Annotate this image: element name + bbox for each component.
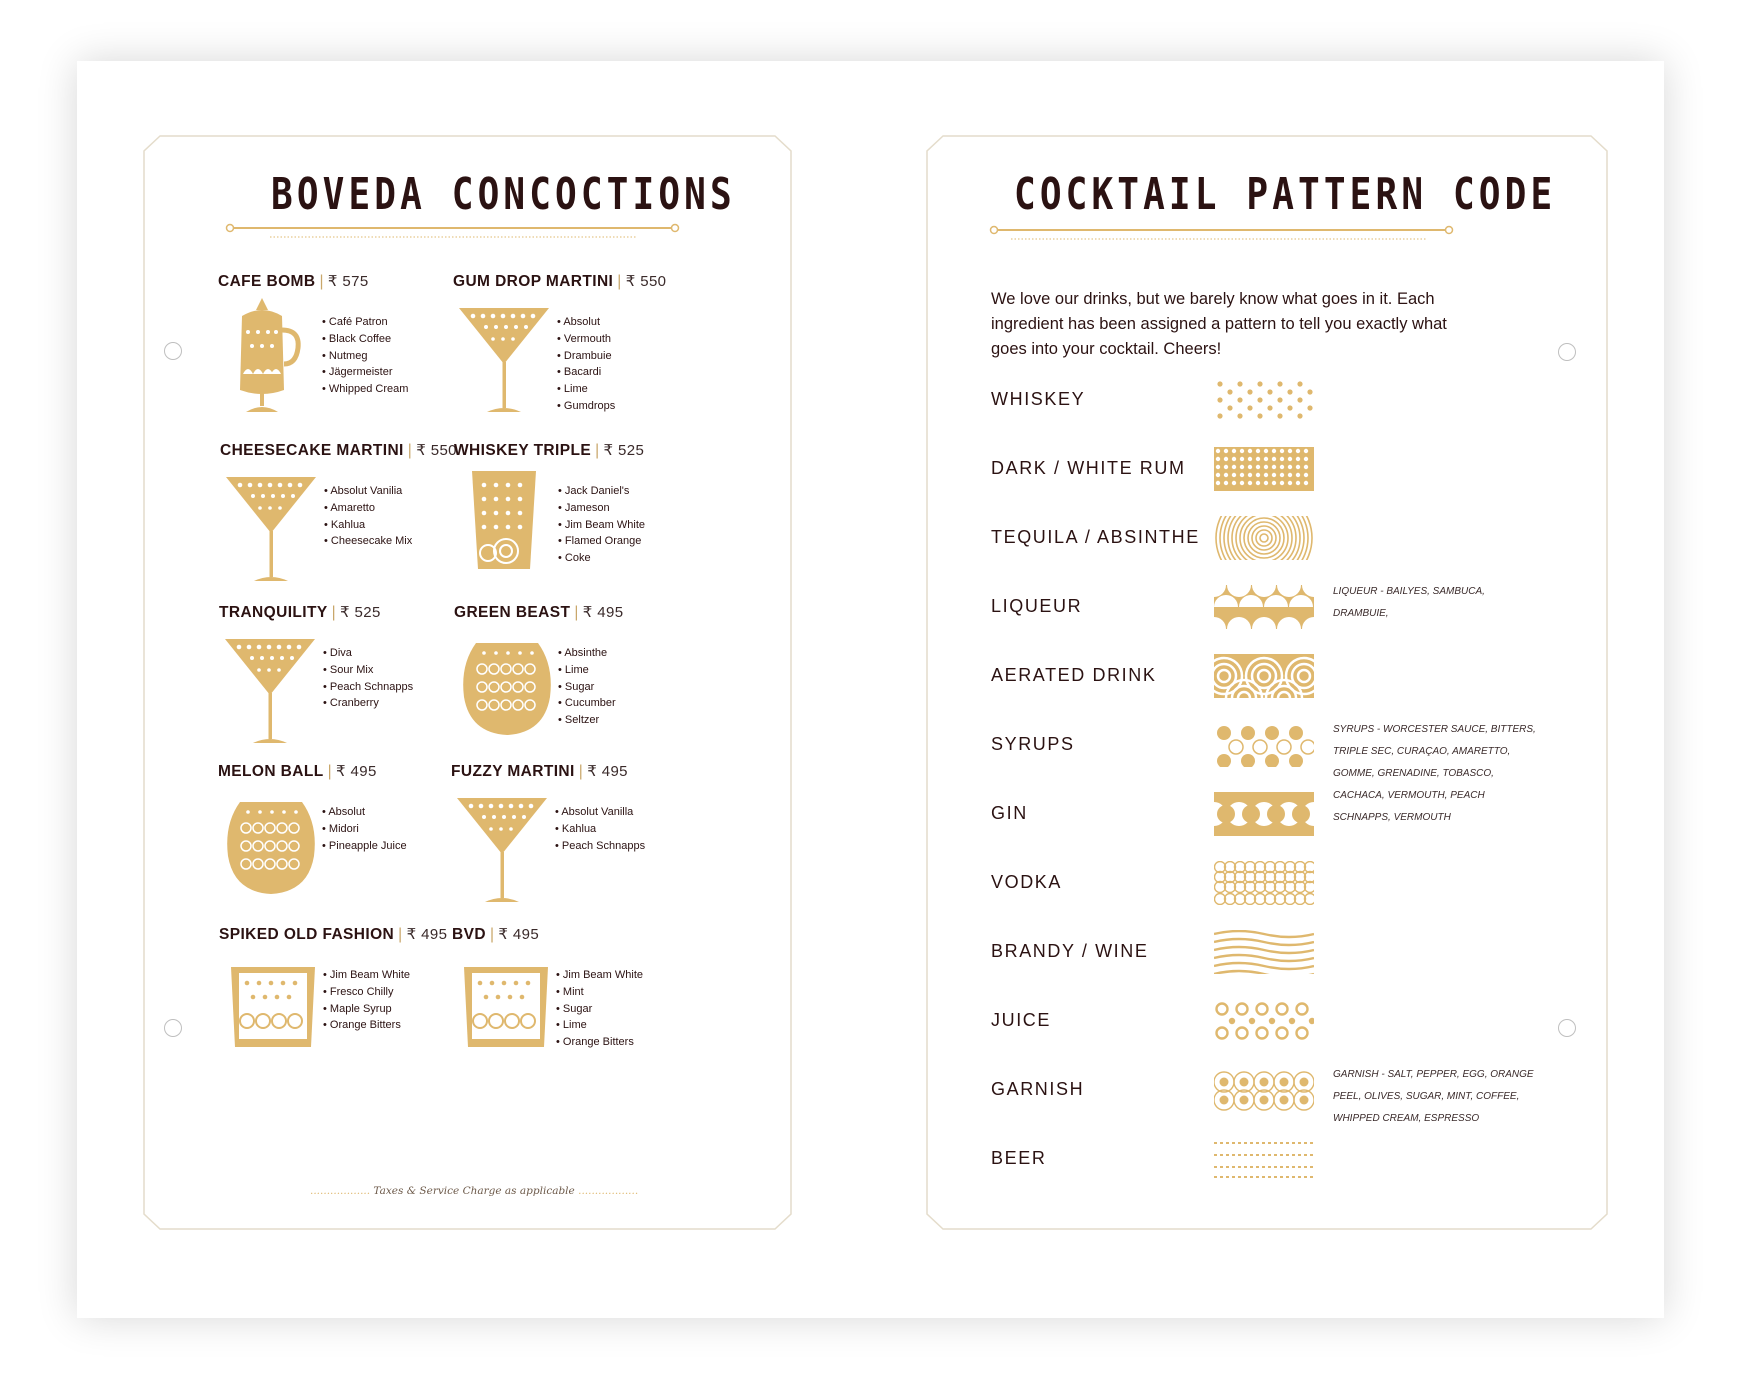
drink-name: MELON BALL [218,763,324,780]
ingredient-item: • Lime [556,1017,643,1034]
ingredient-item: • Café Patron [322,314,408,331]
drink-price: ₹ 495 [587,763,628,780]
ingredient-item: • Peach Schnapps [323,679,413,696]
intro-text: We love our drinks, but we barely know what goes in it. Each ingredient has been assigned a pattern to tell you exactly what goes into your cocktail. Cheers! [991,290,1447,358]
drink-price: ₹ 550 [625,273,667,290]
ingredient-name: JUICE [991,1010,1052,1030]
ingredient-item: • Absolut [557,314,615,331]
ingredient-item: • Gumdrops [557,398,615,415]
ingredient-item: • Mint [556,984,643,1001]
drink-name: TRANQUILITY [219,604,328,621]
drink-name: BVD [452,926,486,943]
ingredient-item: • Orange Bitters [323,1017,410,1034]
drink-name-price [219,925,447,944]
martini-glass-icon [451,784,553,908]
ingredient-item: • Lime [558,662,616,679]
ingredient-name: GIN [991,803,1028,823]
ingredient-item: • Fresco Chilly [323,984,410,1001]
drink-name: WHISKEY TRIPLE [454,442,592,459]
ingredient-item: • Jim Beam White [323,967,410,984]
drink-item [219,603,479,773]
rocks-glass-icon [452,947,554,1071]
drink-name-price [218,762,377,781]
ingredient-list [323,967,410,1034]
ingredient-item: • Lime [557,381,615,398]
ingredient-name: DARK / WHITE RUM [991,458,1186,478]
ingredient-item: • Whipped Cream [322,381,408,398]
separator: | [319,273,324,290]
ingredient-item: • Sugar [558,679,616,696]
drink-item [219,925,479,1095]
ingredient-item: • Bacardi [557,364,615,381]
binder-hole [164,1019,182,1037]
drink-name: SPIKED OLD FASHION [219,926,395,943]
ingredient-item: • Absinthe [558,645,616,662]
ingredient-item: • Drambuie [557,348,615,365]
circle-grid-pattern [1214,861,1314,905]
menu-spread [77,61,1664,1318]
ingredient-list [558,645,616,729]
bowl-glass-icon [454,625,556,749]
ingredient-list [557,314,615,415]
tax-note: .................. Taxes & Service Charge as applicable .................. [310,1185,639,1197]
drink-price: ₹ 495 [582,604,624,621]
ingredient-item: • Vermouth [557,331,615,348]
drink-price: ₹ 525 [603,442,645,459]
drink-item [454,603,714,773]
ingredient-item: • Absolut Vanilla [555,804,645,821]
ingredient-item: • Jim Beam White [556,967,643,984]
drink-name-price [451,762,628,781]
drink-item [453,272,713,442]
ingredient-item: • Black Coffee [322,331,408,348]
drink-name-price [454,441,644,460]
ingredient-item: • Jägermeister [322,364,408,381]
ingredient-name: TEQUILA / ABSINTHE [991,527,1200,547]
binder-hole [1558,343,1576,361]
drink-name: FUZZY MARTINI [451,763,575,780]
ingredient-item: • Nutmeg [322,348,408,365]
drink-name-price [219,603,381,622]
ingredient-item: • Cranberry [323,695,413,712]
ingredient-item: • Jim Beam White [558,517,645,534]
ingredient-item: • Sour Mix [323,662,413,679]
title-underline [989,224,1459,244]
drink-price: ₹ 495 [498,926,540,943]
ingredient-list [556,967,643,1051]
ingredient-item: • Sugar [556,1001,643,1018]
ingredient-item: • Absolut Vanilia [324,483,412,500]
ingredient-note: LIQUEUR - BAILYES, SAMBUCA, DRAMBUIE, [1333,586,1485,619]
drink-price: ₹ 525 [340,604,381,621]
mixed-circles-pattern [1214,723,1314,767]
half-circles-pattern [1214,585,1314,629]
rings-pattern [1214,999,1314,1043]
ingredient-name: WHISKEY [991,389,1086,409]
ingredient-list [322,804,407,854]
separator: | [617,273,622,290]
drink-item [220,441,480,611]
separator: | [595,442,600,459]
ingredient-note: GARNISH - SALT, PEPPER, EGG, ORANGE PEEL, OLIVES, SUGAR, MINT, COFFEE, WHIPPED CREAM, ESPRESSO [1333,1069,1534,1124]
drink-name: GUM DROP MARTINI [453,273,614,290]
ingredient-item: • Midori [322,821,407,838]
ingredient-item: • Pineapple Juice [322,838,407,855]
separator: | [407,442,413,459]
drink-item [218,272,478,442]
separator: | [331,604,337,621]
drink-name-price [453,272,666,291]
drink-name: CHEESECAKE MARTINI [220,442,404,459]
drink-item [451,762,711,932]
ring-arcs-pattern [1214,654,1314,698]
left-page-title: BOVEDA CONCOCTIONS [271,169,736,220]
overlap-circles-pattern [1214,1068,1314,1112]
sparse-dots-pattern [1214,378,1314,422]
ingredient-name: BRANDY / WINE [991,941,1149,961]
ingredient-list [555,804,645,854]
ingredient-name: VODKA [991,872,1063,892]
ingredient-item: • Kahlua [555,821,645,838]
separator: | [489,926,495,943]
separator: | [574,604,579,621]
dashes-pattern [1214,1137,1314,1181]
solid-circles-pattern [1214,792,1314,836]
martini-glass-icon [220,463,322,587]
right-page-title: COCKTAIL PATTERN CODE [1014,169,1557,220]
ingredient-item: • Coke [558,550,645,567]
highball-glass-icon [454,463,556,587]
martini-glass-icon [219,625,321,749]
ingredient-list [558,483,645,567]
ingredient-item: • Cucumber [558,695,616,712]
drink-item [454,441,714,611]
mug-icon [218,294,320,418]
separator: | [578,763,584,780]
separator: | [398,926,403,943]
ingredient-item: • Flamed Orange [558,533,645,550]
ingredient-list [323,645,413,712]
ingredient-item: • Diva [323,645,413,662]
drink-name: CAFE BOMB [218,273,316,290]
ingredient-name: LIQUEUR [991,596,1083,616]
drink-price: ₹ 495 [406,926,448,943]
drink-name-price [220,441,457,460]
drink-name-price [452,925,539,944]
martini-glass-icon [453,294,555,418]
ingredient-item: • Jameson [558,500,645,517]
drink-item [452,925,712,1095]
ingredient-name: AERATED DRINK [991,665,1157,685]
ingredient-list [322,314,408,398]
drink-name-price [454,603,624,622]
ingredient-item: • Maple Syrup [323,1001,410,1018]
drink-price: ₹ 495 [336,763,377,780]
bowl-glass-icon [218,784,320,908]
ingredient-note: SYRUPS - WORCESTER SAUCE, BITTERS, TRIPLE SEC, CURAÇAO, AMARETTO, GOMME, GRENADINE, TOBASCO, CACHACA, VERMOUTH, PEACH SCHNAPPS, VERMOUTH [1333,724,1536,823]
ingredient-item: • Orange Bitters [556,1034,643,1051]
binder-hole [1558,1019,1576,1037]
ingredient-name: BEER [991,1148,1047,1168]
separator: | [327,763,333,780]
ingredient-item: • Peach Schnapps [555,838,645,855]
rocks-glass-icon [219,947,321,1071]
ingredient-item: • Jack Daniel's [558,483,645,500]
title-underline [225,222,685,242]
drink-price: ₹ 575 [327,273,369,290]
ingredient-item: • Cheesecake Mix [324,533,412,550]
binder-hole [164,342,182,360]
ingredient-name: SYRUPS [991,734,1075,754]
ingredient-list [324,483,412,550]
concentric-circles-pattern [1214,516,1314,560]
drink-price: ₹ 550 [416,442,457,459]
ingredient-item: • Absolut [322,804,407,821]
drink-name: GREEN BEAST [454,604,571,621]
ingredient-item: • Kahlua [324,517,412,534]
ingredient-name: GARNISH [991,1079,1085,1099]
dense-dots-pattern [1214,447,1314,491]
ingredient-item: • Amaretto [324,500,412,517]
waves-pattern [1214,930,1314,974]
drink-name-price [218,272,369,291]
ingredient-item: • Seltzer [558,712,616,729]
drink-item [218,762,478,932]
